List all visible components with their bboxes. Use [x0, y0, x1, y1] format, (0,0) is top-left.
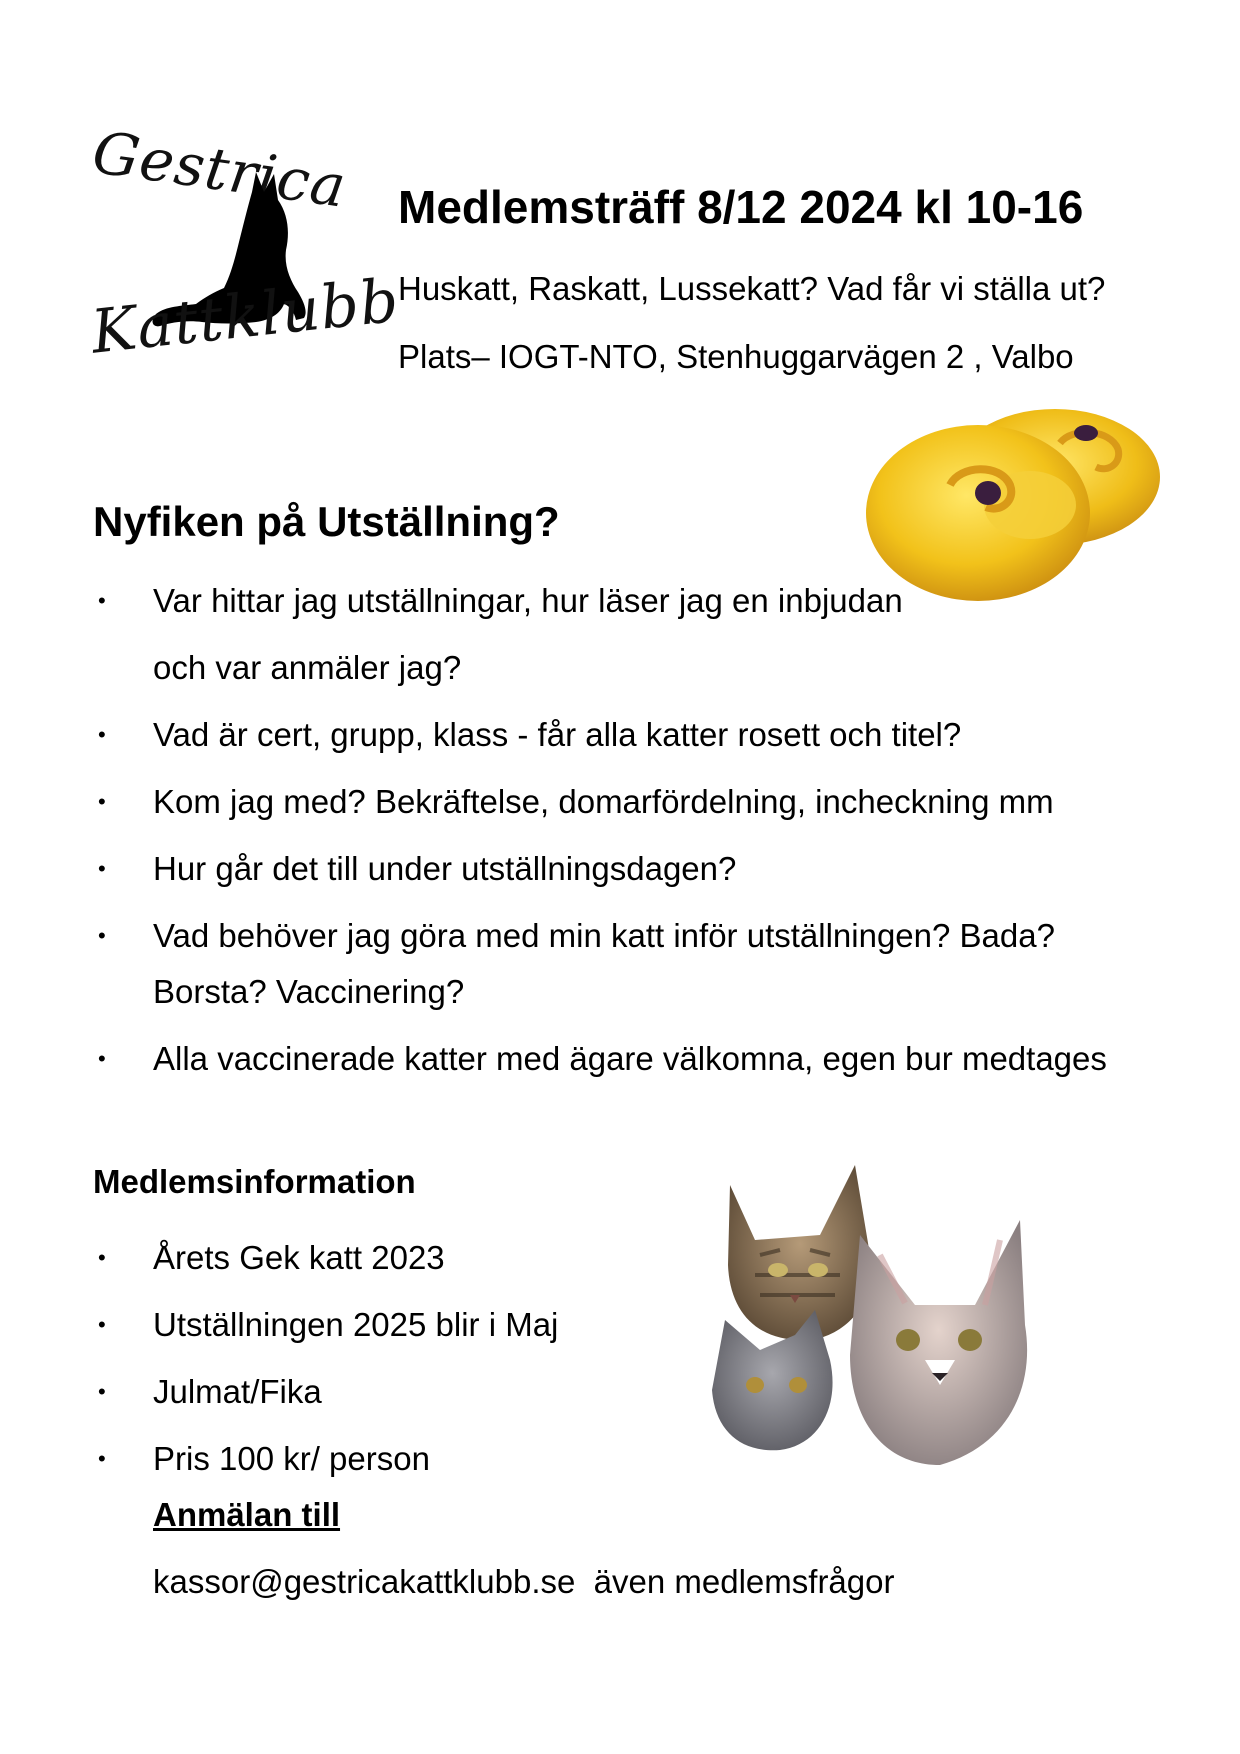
- event-place: Plats– IOGT-NTO, Stenhuggarvägen 2 , Valbo: [398, 338, 1074, 375]
- event-title: Medlemsträff 8/12 2024 kl 10-16: [398, 181, 1084, 233]
- bullet-icon: •: [98, 923, 106, 948]
- logo-text-bottom: Kattklubb: [88, 265, 403, 368]
- list-item: • Kom jag med? Bekräftelse, domarfördelning, incheckning mm: [153, 774, 1153, 830]
- list-item: • Var hittar jag utställningar, hur läser jag en inbjudan och var anmäler jag?: [153, 573, 1153, 696]
- bullet-icon: •: [98, 789, 106, 814]
- bullet-icon: •: [98, 1046, 106, 1071]
- bullet-icon: •: [98, 1379, 106, 1404]
- list-item: • Alla vaccinerade katter med ägare välkomna, egen bur medtages: [153, 1031, 1153, 1087]
- bullet-icon: •: [98, 1245, 106, 1270]
- logo-text-top: Gestrica: [88, 118, 351, 221]
- bullet-icon: •: [98, 1312, 106, 1337]
- list-item: • Utställningen 2025 blir i Maj: [153, 1297, 713, 1353]
- list-item: • Pris 100 kr/ person: [153, 1431, 713, 1487]
- section-heading-members: Medlemsinformation: [93, 1163, 416, 1200]
- bullet-icon: •: [98, 856, 106, 881]
- bullet-icon: •: [98, 588, 106, 613]
- cats-image: [700, 1145, 1060, 1490]
- show-questions-list: [98, 573, 1153, 1098]
- section-heading-show: Nyfiken på Utställning?: [93, 498, 560, 545]
- bullet-icon: •: [98, 1446, 106, 1471]
- list-item: • Julmat/Fika: [153, 1364, 713, 1420]
- list-item: • Vad är cert, grupp, klass - får alla katter rosett och titel?: [153, 707, 1153, 763]
- bullet-icon: •: [98, 722, 106, 747]
- list-item: • Vad behöver jag göra med min katt inför utställningen? Bada? Borsta? Vaccinering?: [153, 908, 1153, 1020]
- list-item: • Årets Gek katt 2023: [153, 1230, 713, 1286]
- signup-label: Anmälan till: [153, 1496, 341, 1533]
- list-item: • Hur går det till under utställningsdagen?: [153, 841, 1153, 897]
- event-subtitle: Huskatt, Raskatt, Lussekatt? Vad får vi ställa ut?: [398, 270, 1106, 307]
- signup-contact[interactable]: kassor@gestricakattklubb.se även medlemsfrågor: [153, 1563, 895, 1600]
- club-logo: [88, 118, 403, 388]
- member-info-list: [98, 1230, 713, 1498]
